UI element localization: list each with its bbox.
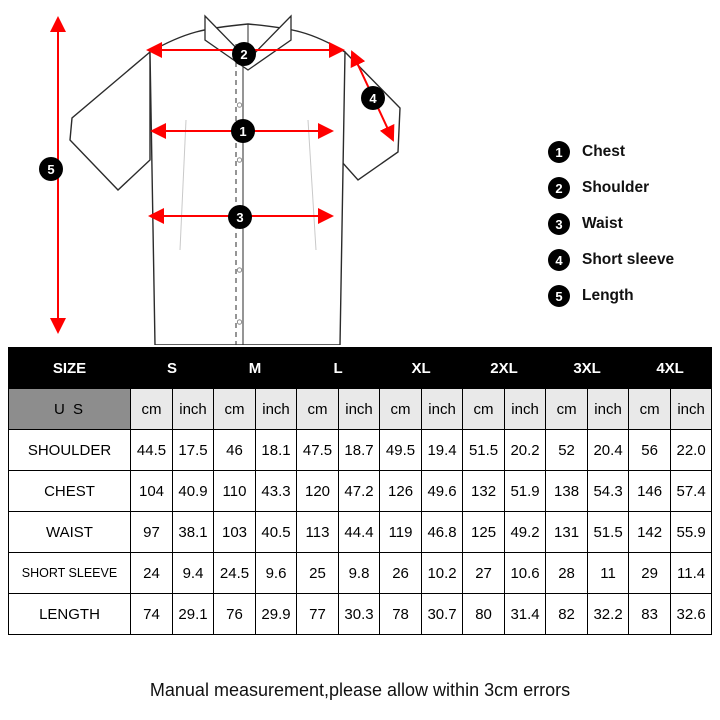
cell-length-10: 82 <box>546 594 588 635</box>
cell-length-7: 30.7 <box>422 594 463 635</box>
unit-cm-s: cm <box>131 389 173 430</box>
cell-chest-5: 47.2 <box>339 471 380 512</box>
unit-cm-3xl: cm <box>546 389 588 430</box>
cell-chest-3: 43.3 <box>256 471 297 512</box>
cell-shoulder-4: 47.5 <box>297 430 339 471</box>
legend-item-shoulder <box>548 170 720 206</box>
cell-short-sleeve-8: 27 <box>463 553 505 594</box>
diagram-marker-3 <box>228 205 252 229</box>
cell-chest-12: 146 <box>629 471 671 512</box>
unit-row-label: U S <box>9 389 131 430</box>
cell-waist-4: 113 <box>297 512 339 553</box>
legend-badge-1: 1 <box>548 141 570 163</box>
cell-waist-12: 142 <box>629 512 671 553</box>
cell-chest-4: 120 <box>297 471 339 512</box>
cell-waist-13: 55.9 <box>671 512 712 553</box>
unit-inch-l: inch <box>339 389 380 430</box>
header-size: SIZE <box>9 348 131 389</box>
cell-waist-0: 97 <box>131 512 173 553</box>
header-l: L <box>297 348 380 389</box>
size-chart-table <box>8 347 712 635</box>
legend-badge-5: 5 <box>548 285 570 307</box>
cell-length-1: 29.1 <box>173 594 214 635</box>
legend-badge-2: 2 <box>548 177 570 199</box>
unit-cm-xl: cm <box>380 389 422 430</box>
cell-waist-7: 46.8 <box>422 512 463 553</box>
cell-short-sleeve-11: 11 <box>588 553 629 594</box>
row-label-chest: CHEST <box>9 471 131 512</box>
cell-length-5: 30.3 <box>339 594 380 635</box>
legend-label-chest: Chest <box>582 143 626 160</box>
cell-short-sleeve-12: 29 <box>629 553 671 594</box>
cell-chest-8: 132 <box>463 471 505 512</box>
cell-waist-10: 131 <box>546 512 588 553</box>
unit-inch-xl: inch <box>422 389 463 430</box>
cell-chest-6: 126 <box>380 471 422 512</box>
legend-item-chest <box>548 134 720 170</box>
cell-short-sleeve-5: 9.8 <box>339 553 380 594</box>
header-m: M <box>214 348 297 389</box>
cell-shoulder-13: 22.0 <box>671 430 712 471</box>
legend-label-shoulder: Shoulder <box>582 179 650 196</box>
cell-waist-9: 49.2 <box>505 512 546 553</box>
cell-shoulder-12: 56 <box>629 430 671 471</box>
cell-short-sleeve-4: 25 <box>297 553 339 594</box>
table-row-short-sleeve <box>9 553 712 594</box>
cell-short-sleeve-9: 10.6 <box>505 553 546 594</box>
diagram-marker-1 <box>231 119 255 143</box>
cell-short-sleeve-10: 28 <box>546 553 588 594</box>
svg-text:3: 3 <box>236 210 244 225</box>
cell-length-11: 32.2 <box>588 594 629 635</box>
cell-shoulder-5: 18.7 <box>339 430 380 471</box>
legend-item-short-sleeve <box>548 242 720 278</box>
cell-length-4: 77 <box>297 594 339 635</box>
svg-text:4: 4 <box>369 91 377 106</box>
diagram-marker-4 <box>361 86 385 110</box>
header-s: S <box>131 348 214 389</box>
cell-shoulder-3: 18.1 <box>256 430 297 471</box>
unit-inch-m: inch <box>256 389 297 430</box>
cell-chest-10: 138 <box>546 471 588 512</box>
cell-waist-3: 40.5 <box>256 512 297 553</box>
cell-length-9: 31.4 <box>505 594 546 635</box>
cell-chest-7: 49.6 <box>422 471 463 512</box>
row-label-length: LENGTH <box>9 594 131 635</box>
legend-label-short-sleeve: Short sleeve <box>582 251 675 268</box>
cell-shoulder-9: 20.2 <box>505 430 546 471</box>
cell-length-13: 32.6 <box>671 594 712 635</box>
unit-inch-3xl: inch <box>588 389 629 430</box>
row-label-shoulder: SHOULDER <box>9 430 131 471</box>
cell-chest-0: 104 <box>131 471 173 512</box>
unit-cm-m: cm <box>214 389 256 430</box>
cell-length-8: 80 <box>463 594 505 635</box>
unit-inch-2xl: inch <box>505 389 546 430</box>
unit-cm-l: cm <box>297 389 339 430</box>
legend-badge-4: 4 <box>548 249 570 271</box>
cell-shoulder-8: 51.5 <box>463 430 505 471</box>
cell-length-2: 76 <box>214 594 256 635</box>
cell-waist-5: 44.4 <box>339 512 380 553</box>
row-label-waist: WAIST <box>9 512 131 553</box>
diagram-marker-2 <box>232 42 256 66</box>
measurement-note: Manual measurement,please allow within 3cm errors <box>149 680 571 700</box>
cell-waist-8: 125 <box>463 512 505 553</box>
cell-length-6: 78 <box>380 594 422 635</box>
cell-chest-2: 110 <box>214 471 256 512</box>
header-xl: XL <box>380 348 463 389</box>
cell-length-0: 74 <box>131 594 173 635</box>
cell-chest-13: 57.4 <box>671 471 712 512</box>
table-row-length <box>9 594 712 635</box>
cell-shoulder-6: 49.5 <box>380 430 422 471</box>
svg-text:2: 2 <box>240 47 248 62</box>
header-2xl: 2XL <box>463 348 546 389</box>
header-4xl: 4XL <box>629 348 712 389</box>
row-label-short-sleeve: SHORT SLEEVE <box>9 553 131 594</box>
measurement-legend <box>548 134 720 314</box>
svg-text:5: 5 <box>47 162 55 177</box>
table-header-row <box>9 348 712 389</box>
svg-text:1: 1 <box>239 124 247 139</box>
table-row-waist <box>9 512 712 553</box>
cell-short-sleeve-13: 11.4 <box>671 553 712 594</box>
legend-item-length <box>548 278 720 314</box>
cell-length-3: 29.9 <box>256 594 297 635</box>
unit-inch-s: inch <box>173 389 214 430</box>
table-row-shoulder <box>9 430 712 471</box>
cell-length-12: 83 <box>629 594 671 635</box>
cell-shoulder-2: 46 <box>214 430 256 471</box>
cell-waist-2: 103 <box>214 512 256 553</box>
cell-short-sleeve-3: 9.6 <box>256 553 297 594</box>
legend-label-length: Length <box>582 287 634 304</box>
cell-shoulder-10: 52 <box>546 430 588 471</box>
diagram-marker-5 <box>39 157 63 181</box>
cell-short-sleeve-1: 9.4 <box>173 553 214 594</box>
cell-waist-11: 51.5 <box>588 512 629 553</box>
header-3xl: 3XL <box>546 348 629 389</box>
cell-chest-9: 51.9 <box>505 471 546 512</box>
cell-shoulder-0: 44.5 <box>131 430 173 471</box>
shirt-illustration <box>70 16 400 345</box>
cell-short-sleeve-0: 24 <box>131 553 173 594</box>
cell-waist-6: 119 <box>380 512 422 553</box>
table-row-chest <box>9 471 712 512</box>
cell-short-sleeve-6: 26 <box>380 553 422 594</box>
unit-cm-2xl: cm <box>463 389 505 430</box>
unit-cm-4xl: cm <box>629 389 671 430</box>
legend-badge-3: 3 <box>548 213 570 235</box>
cell-short-sleeve-7: 10.2 <box>422 553 463 594</box>
cell-chest-1: 40.9 <box>173 471 214 512</box>
cell-waist-1: 38.1 <box>173 512 214 553</box>
cell-chest-11: 54.3 <box>588 471 629 512</box>
table-unit-row <box>9 389 712 430</box>
cell-shoulder-11: 20.4 <box>588 430 629 471</box>
cell-shoulder-1: 17.5 <box>173 430 214 471</box>
legend-item-waist <box>548 206 720 242</box>
cell-shoulder-7: 19.4 <box>422 430 463 471</box>
unit-inch-4xl: inch <box>671 389 712 430</box>
legend-label-waist: Waist <box>582 215 623 232</box>
cell-short-sleeve-2: 24.5 <box>214 553 256 594</box>
